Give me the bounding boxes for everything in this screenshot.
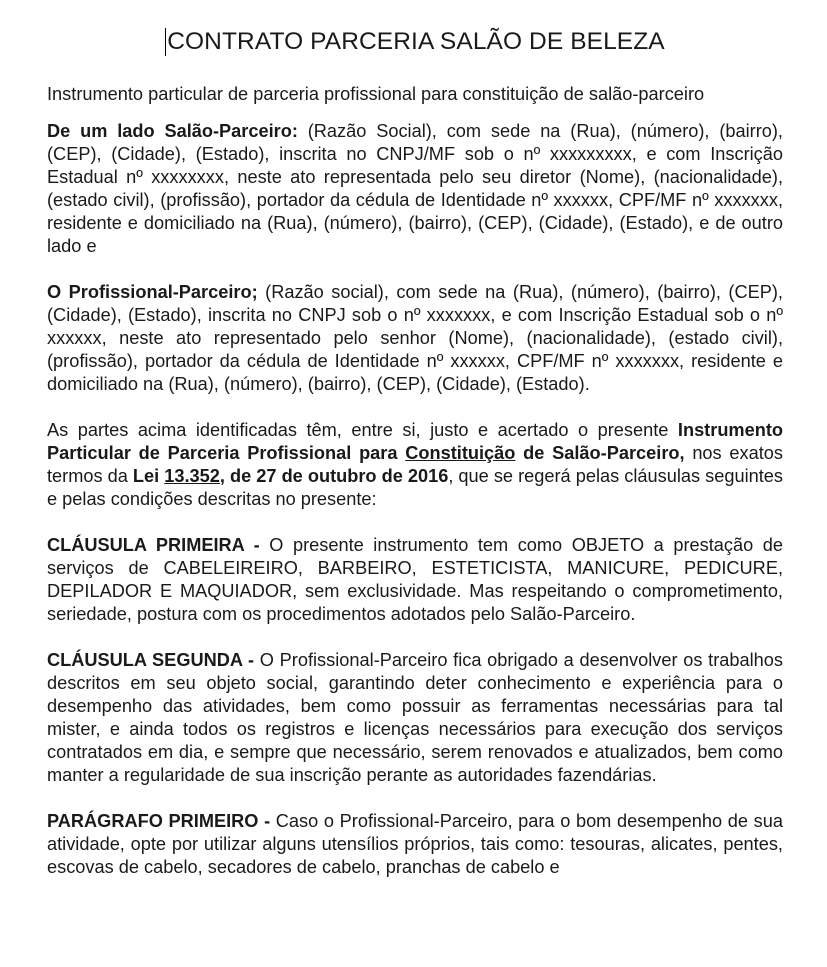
clausula-segunda-paragraph — [47, 649, 783, 787]
clausula-primeira-paragraph — [47, 534, 783, 626]
salao-parceiro-text: (Razão Social), com sede na (Rua), (número), (bairro), (CEP), (Cidade), (Estado), inscrita no CNPJ/MF sob o nº xxxxxxxxx, e com Inscrição Estadual nº xxxxxxxx, neste ato representada pelo seu diretor (Nome), (nacionalidade), (estado civil), (profissão), portador da cédula de Identidade nº xxxxxx, CPF/MF nº xxxxxxx, residente e domiciliado na (Rua), (número), (bairro), (CEP), (Cidade), (Estado), e de outro lado e — [47, 121, 783, 256]
paragrafo-primeiro-paragraph — [47, 810, 783, 879]
document-title: CONTRATO PARCERIA SALÃO DE BELEZA — [167, 28, 665, 55]
profissional-parceiro-label: O Profissional-Parceiro; — [47, 282, 258, 302]
clausula-segunda-label: CLÁUSULA SEGUNDA - — [47, 650, 255, 670]
paragrafo-primeiro-label: PARÁGRAFO PRIMEIRO - — [47, 811, 271, 831]
intro-paragraph: Instrumento particular de parceria profissional para constituição de salão-parceiro — [47, 84, 705, 104]
clausula-primeira-text: O presente instrumento tem como OBJETO a prestação de serviços de CABELEIREIRO, BARBEIRO, ESTETICISTA, MANICURE, PEDICURE, DEPILADOR E MAQUIADOR, sem exclusividade. Mas respeitando o comprometimento, seriedade, postura com os procedimentos adotados pelo Salão-Parceiro. — [47, 535, 783, 624]
paragrafo-primeiro-text: Caso o Profissional-Parceiro, para o bom desempenho de sua atividade, opte por utilizar alguns utensílios próprios, tais como: tesouras, alicates, pentes, escovas de cabelo, secadores de cabelo, pranchas de cabelo e — [47, 811, 783, 877]
partes-text-1: As partes acima identificadas têm, entre si, justo e acertado o presente — [47, 420, 678, 440]
clausula-segunda-text: O Profissional-Parceiro fica obrigado a desenvolver os trabalhos descritos em seu objeto social, garantindo deter conhecimento e experiência para o desempenho das atividades, bem como possuir as ferramentas necessárias para tal mister, e ainda todos os registros e licenças necessários para execução dos serviços contratados em dia, e sempre que necessário, serem renovados e atualizados, bem como manter a regularidade de sua inscrição perante as autoridades fazendárias. — [47, 650, 783, 785]
partes-text-3: , que se regerá pelas cláusulas seguintes e pelas condições descritas no presente: — [47, 466, 783, 509]
document-page — [47, 28, 783, 902]
salao-parceiro-label: De um lado Salão-Parceiro: — [47, 121, 298, 141]
partes-bold-4: , de 27 de outubro de 2016 — [219, 466, 449, 486]
partes-bold-1: Instrumento Particular de Parceria Profissional para — [47, 420, 783, 463]
partes-text-2: nos exatos termos da — [47, 443, 783, 486]
document-title-wrapper — [47, 28, 783, 56]
partes-bold-2: de Salão-Parceiro, — [515, 443, 685, 463]
partes-underline-2: 13.352 — [164, 466, 220, 486]
partes-bold-3: Lei — [132, 466, 165, 486]
clausula-primeira-label: CLÁUSULA PRIMEIRA - — [47, 535, 260, 555]
salao-parceiro-paragraph — [47, 120, 783, 258]
profissional-parceiro-paragraph — [47, 281, 783, 396]
partes-underline-1: Constituição — [405, 443, 516, 463]
profissional-parceiro-text: (Razão social), com sede na (Rua), (número), (bairro), (CEP), (Cidade), (Estado), inscrita no CNPJ sob o nº xxxxxxx, e com Inscrição Estadual sob o nº xxxxxx, neste ato representado pelo senhor (Nome), (nacionalidade), (estado civil), (profissão), portador da cédula de Identidade nº xxxxxx, CPF/MF nº xxxxxxx, residente e domiciliado na (Rua), (número), (bairro), (CEP), (Cidade), (Estado). — [47, 282, 783, 394]
partes-paragraph — [47, 419, 783, 511]
